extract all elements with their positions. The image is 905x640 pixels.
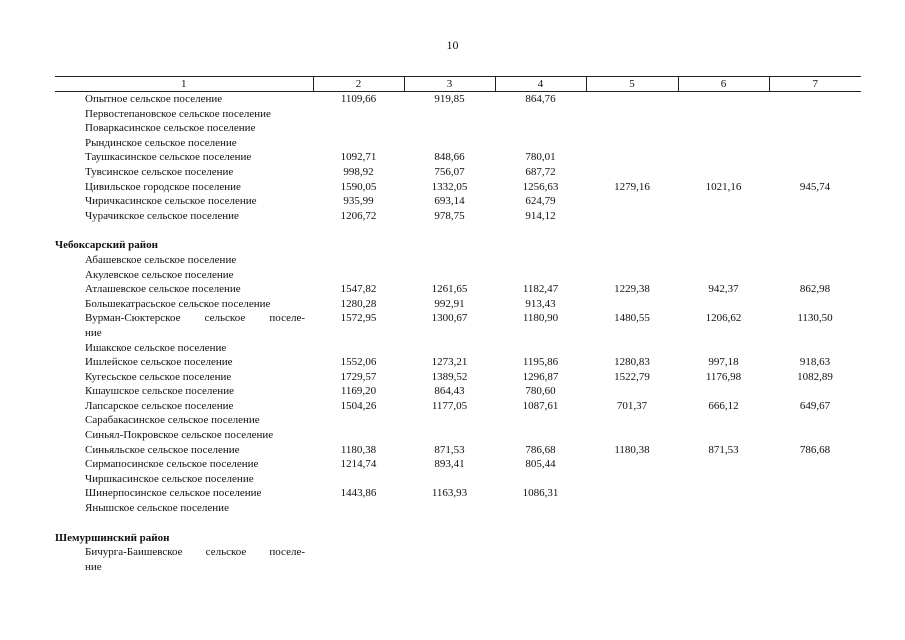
- value-cell: [678, 341, 769, 356]
- settlement-name: [55, 165, 313, 180]
- value-cell: 1572,95: [340, 312, 377, 325]
- value-cell: 1180,38: [340, 443, 377, 456]
- value-cell: 913,43: [525, 297, 556, 310]
- value-cell: 1177,05: [431, 399, 468, 412]
- section-spacer: [55, 516, 861, 531]
- value-cell: [586, 121, 678, 136]
- value-cell: 848,66: [434, 151, 465, 164]
- settlement-name-line: ние: [85, 326, 102, 339]
- settlement-name: [55, 341, 313, 356]
- value-cell: 786,68: [799, 443, 831, 456]
- spacer-cell: [55, 223, 861, 238]
- value-cell: [586, 384, 678, 399]
- value-cell: [769, 209, 861, 224]
- settlement-name: [55, 384, 313, 399]
- settlement-name-line: Ишакское сельское поселение: [85, 341, 227, 354]
- value-cell: [769, 107, 861, 122]
- settlement-name: [55, 486, 313, 501]
- value-cell: [586, 486, 678, 501]
- value-cell: [678, 413, 769, 428]
- spacer-cell: [55, 516, 861, 531]
- value-cell: [678, 457, 769, 472]
- value-cell: [495, 136, 586, 151]
- table-row: [55, 443, 861, 458]
- district-heading: Шемуршинский район: [55, 531, 170, 544]
- settlement-name-line: Чиршкасинское сельское поселение: [85, 472, 254, 485]
- value-cell: 1300,67: [431, 312, 468, 325]
- value-cell: 1163,93: [431, 487, 468, 500]
- column-header: 6: [678, 77, 769, 92]
- value-cell: [404, 413, 495, 428]
- value-cell: 687,72: [525, 165, 556, 178]
- settlement-name: [55, 282, 313, 297]
- value-cell: [678, 472, 769, 487]
- value-cell: 1443,86: [340, 487, 377, 500]
- value-cell: 1176,98: [705, 370, 742, 383]
- section-spacer: [55, 223, 861, 238]
- value-cell: [495, 472, 586, 487]
- value-cell: 864,76: [525, 93, 556, 105]
- district-heading: Чебоксарский район: [55, 239, 158, 252]
- value-cell: [769, 486, 861, 501]
- settlement-name: [55, 545, 313, 574]
- table-row: [55, 472, 861, 487]
- tariff-table: [55, 76, 861, 574]
- value-cell: 1256,63: [522, 180, 559, 193]
- value-cell: [586, 297, 678, 312]
- settlement-name-line: Акулевское сельское поселение: [85, 268, 234, 281]
- value-cell: 1180,38: [614, 443, 650, 456]
- value-cell: 1109,66: [340, 93, 377, 105]
- value-cell: [586, 165, 678, 180]
- value-cell: [404, 136, 495, 151]
- value-cell: 693,14: [434, 195, 465, 208]
- settlement-name: [55, 311, 313, 340]
- value-cell: [495, 428, 586, 443]
- value-cell: 998,92: [343, 165, 374, 178]
- value-cell: 1195,86: [522, 356, 559, 369]
- column-number-row: [55, 77, 861, 92]
- value-cell: [586, 413, 678, 428]
- table-row: [55, 92, 861, 107]
- value-cell: [495, 121, 586, 136]
- value-cell: 1169,20: [340, 385, 377, 398]
- settlement-name: [55, 297, 313, 312]
- settlement-name: [55, 399, 313, 414]
- value-cell: 1082,89: [797, 370, 833, 383]
- value-cell: [769, 413, 861, 428]
- value-cell: [678, 501, 769, 516]
- value-cell: [586, 253, 678, 268]
- value-cell: [586, 341, 678, 356]
- settlement-name-line: Таушкасинское сельское поселение: [85, 151, 252, 164]
- value-cell: 942,37: [708, 283, 739, 296]
- value-cell: [586, 92, 678, 107]
- settlement-name-line: Вурман-Сюктерское сельское поселе-: [85, 312, 305, 325]
- value-cell: 1261,65: [431, 283, 468, 296]
- value-cell: [769, 428, 861, 443]
- settlement-name-line: Цивильское городское поселение: [85, 180, 241, 193]
- value-cell: [678, 136, 769, 151]
- value-cell: 649,67: [799, 399, 831, 412]
- value-cell: [404, 107, 495, 122]
- value-cell: 864,43: [434, 385, 465, 398]
- table-row: [55, 428, 861, 443]
- column-header: 5: [586, 77, 678, 92]
- value-cell: 914,12: [525, 209, 556, 222]
- value-cell: [404, 268, 495, 283]
- value-cell: 1522,79: [614, 370, 650, 383]
- value-cell: 1180,90: [522, 312, 559, 325]
- value-cell: [586, 107, 678, 122]
- settlement-name-line: Синьяльское сельское поселение: [85, 443, 240, 456]
- value-cell: [586, 150, 678, 165]
- value-cell: 666,12: [708, 399, 739, 412]
- value-cell: [586, 209, 678, 224]
- value-cell: [769, 253, 861, 268]
- settlement-name: [55, 472, 313, 487]
- value-cell: [586, 545, 678, 574]
- settlement-name-line: Чиричкасинское сельское поселение: [85, 195, 257, 208]
- value-cell: 871,53: [434, 443, 465, 456]
- value-cell: [678, 268, 769, 283]
- table-row: [55, 399, 861, 414]
- settlement-name-line: Бичурга-Баишевское сельское поселе-: [85, 546, 305, 559]
- settlement-name: [55, 428, 313, 443]
- value-cell: [769, 297, 861, 312]
- column-header: 7: [769, 77, 861, 92]
- value-cell: [769, 268, 861, 283]
- value-cell: [769, 545, 861, 574]
- settlement-name-line: Первостепановское сельское поселение: [85, 107, 271, 120]
- value-cell: [678, 150, 769, 165]
- value-cell: 1206,62: [705, 312, 742, 325]
- value-cell: 997,18: [708, 356, 739, 369]
- value-cell: [678, 428, 769, 443]
- value-cell: 1480,55: [614, 312, 650, 325]
- table-row: [55, 282, 861, 297]
- value-cell: 919,85: [434, 93, 465, 105]
- value-cell: 756,07: [434, 165, 465, 178]
- value-cell: 1279,16: [614, 180, 650, 193]
- settlement-name-line: Тувсинское сельское поселение: [85, 165, 234, 178]
- value-cell: [495, 501, 586, 516]
- value-cell: [678, 486, 769, 501]
- value-cell: 1206,72: [340, 209, 377, 222]
- settlement-name-line: Большекатрасьское сельское поселение: [85, 297, 271, 310]
- table-row: [55, 457, 861, 472]
- value-cell: [495, 413, 586, 428]
- value-cell: [404, 341, 495, 356]
- value-cell: [313, 545, 404, 574]
- value-cell: [678, 107, 769, 122]
- settlement-name-line: Опытное сельское поселение: [85, 93, 223, 105]
- value-cell: [495, 268, 586, 283]
- settlement-name: [55, 121, 313, 136]
- table-row: [55, 545, 861, 574]
- value-cell: 1087,61: [522, 399, 559, 412]
- value-cell: [313, 413, 404, 428]
- settlement-name: [55, 194, 313, 209]
- settlement-name: [55, 136, 313, 151]
- table-row: [55, 121, 861, 136]
- value-cell: [313, 107, 404, 122]
- value-cell: 1729,57: [340, 370, 377, 383]
- table-row: [55, 268, 861, 283]
- value-cell: 1280,83: [614, 356, 650, 369]
- value-cell: [678, 121, 769, 136]
- settlement-name: [55, 150, 313, 165]
- table-row: [55, 180, 861, 195]
- value-cell: [313, 472, 404, 487]
- value-cell: [769, 501, 861, 516]
- value-cell: [769, 165, 861, 180]
- value-cell: 871,53: [708, 443, 739, 456]
- district-heading-row: [55, 531, 861, 546]
- table-row: [55, 297, 861, 312]
- value-cell: 1229,38: [614, 283, 650, 296]
- value-cell: 701,37: [616, 399, 648, 412]
- column-header: 3: [404, 77, 495, 92]
- settlement-name: [55, 413, 313, 428]
- value-cell: [495, 545, 586, 574]
- value-cell: [313, 121, 404, 136]
- value-cell: 1280,28: [340, 297, 377, 310]
- table-row: [55, 165, 861, 180]
- value-cell: 786,68: [525, 443, 556, 456]
- value-cell: [678, 297, 769, 312]
- settlement-name: [55, 180, 313, 195]
- value-cell: 893,41: [434, 458, 465, 471]
- settlement-name: [55, 107, 313, 122]
- value-cell: [678, 92, 769, 107]
- settlement-name: [55, 370, 313, 385]
- value-cell: [586, 472, 678, 487]
- value-cell: 935,99: [343, 195, 374, 208]
- value-cell: [495, 253, 586, 268]
- value-cell: [586, 268, 678, 283]
- value-cell: [586, 136, 678, 151]
- value-cell: [769, 136, 861, 151]
- value-cell: [404, 121, 495, 136]
- settlement-name-line: Сарабакасинское сельское поселение: [85, 414, 260, 427]
- settlement-name-line: Кшаушское сельское поселение: [85, 385, 234, 398]
- value-cell: 992,91: [434, 297, 465, 310]
- settlement-name: [55, 253, 313, 268]
- table-row: [55, 194, 861, 209]
- page-number: 10: [446, 38, 459, 52]
- settlement-name-line: Кугесьское сельское поселение: [85, 370, 232, 383]
- table-row: [55, 136, 861, 151]
- table-row: [55, 341, 861, 356]
- value-cell: [404, 253, 495, 268]
- table-row: [55, 501, 861, 516]
- table-row: [55, 413, 861, 428]
- value-cell: 1504,26: [340, 399, 377, 412]
- value-cell: [586, 428, 678, 443]
- column-header: 4: [495, 77, 586, 92]
- settlement-name-line: Шинерпосинское сельское поселение: [85, 487, 262, 500]
- value-cell: [313, 428, 404, 443]
- settlement-name: [55, 457, 313, 472]
- value-cell: [313, 341, 404, 356]
- value-cell: 624,79: [525, 195, 556, 208]
- table-row: [55, 209, 861, 224]
- value-cell: 1273,21: [431, 356, 468, 369]
- value-cell: 918,63: [799, 356, 831, 369]
- value-cell: [769, 150, 861, 165]
- value-cell: [404, 545, 495, 574]
- value-cell: [586, 501, 678, 516]
- settlement-name: [55, 355, 313, 370]
- value-cell: 1296,87: [522, 370, 559, 383]
- table-row: [55, 311, 861, 340]
- settlement-name-line: ние: [85, 560, 102, 573]
- district-heading-row: [55, 238, 861, 253]
- settlement-name-line: Ишлейское сельское поселение: [85, 356, 233, 369]
- value-cell: [313, 501, 404, 516]
- table-row: [55, 107, 861, 122]
- value-cell: 1086,31: [522, 487, 559, 500]
- value-cell: [313, 268, 404, 283]
- table-body: [55, 92, 861, 575]
- value-cell: 978,75: [434, 209, 465, 222]
- settlement-name-line: Поваркасинское сельское поселение: [85, 122, 256, 135]
- value-cell: [678, 194, 769, 209]
- table-header: [55, 77, 861, 92]
- table-row: [55, 384, 861, 399]
- value-cell: [769, 194, 861, 209]
- value-cell: 862,98: [799, 283, 831, 296]
- value-cell: [678, 209, 769, 224]
- settlement-name-line: Сирмапосинское сельское поселение: [85, 458, 259, 471]
- settlement-name-line: Синьял-Покровское сельское поселение: [85, 429, 274, 442]
- value-cell: [313, 253, 404, 268]
- value-cell: [678, 253, 769, 268]
- settlement-name-line: Рындинское сельское поселение: [85, 136, 237, 149]
- value-cell: 805,44: [525, 458, 556, 471]
- value-cell: 1130,50: [797, 312, 833, 325]
- settlement-name-line: Чурачикское сельское поселение: [85, 209, 239, 222]
- table-row: [55, 150, 861, 165]
- value-cell: [769, 121, 861, 136]
- value-cell: 1092,71: [340, 151, 377, 164]
- value-cell: [678, 384, 769, 399]
- value-cell: [769, 457, 861, 472]
- value-cell: 1214,74: [340, 458, 377, 471]
- value-cell: 1332,05: [431, 180, 468, 193]
- table-row: [55, 355, 861, 370]
- settlement-name-line: Лапсарское сельское поселение: [85, 399, 234, 412]
- settlement-name: [55, 501, 313, 516]
- settlement-name-line: Абашевское сельское поселение: [85, 253, 237, 266]
- column-header: 2: [313, 77, 404, 92]
- value-cell: [495, 341, 586, 356]
- settlement-name-line: Янышское сельское поселение: [85, 502, 229, 515]
- table-row: [55, 253, 861, 268]
- value-cell: [586, 457, 678, 472]
- value-cell: 780,01: [525, 151, 556, 164]
- value-cell: [404, 472, 495, 487]
- settlement-name: [55, 443, 313, 458]
- value-cell: 1547,82: [340, 283, 377, 296]
- table-row: [55, 486, 861, 501]
- value-cell: [769, 472, 861, 487]
- value-cell: 1389,52: [431, 370, 468, 383]
- settlement-name: [55, 268, 313, 283]
- value-cell: 780,60: [525, 385, 556, 398]
- value-cell: 945,74: [799, 180, 831, 193]
- settlement-name-line: Атлашевское сельское поселение: [85, 283, 241, 296]
- column-header: 1: [55, 77, 313, 92]
- value-cell: [678, 165, 769, 180]
- table-row: [55, 370, 861, 385]
- value-cell: 1552,06: [340, 356, 377, 369]
- value-cell: [678, 545, 769, 574]
- value-cell: [404, 428, 495, 443]
- value-cell: [586, 194, 678, 209]
- value-cell: [313, 136, 404, 151]
- value-cell: [404, 501, 495, 516]
- value-cell: [769, 92, 861, 107]
- value-cell: 1182,47: [522, 283, 559, 296]
- value-cell: [769, 341, 861, 356]
- value-cell: [495, 107, 586, 122]
- settlement-name: [55, 209, 313, 224]
- settlement-name: [55, 92, 313, 107]
- value-cell: 1590,05: [340, 180, 377, 193]
- value-cell: 1021,16: [705, 180, 742, 193]
- value-cell: [769, 384, 861, 399]
